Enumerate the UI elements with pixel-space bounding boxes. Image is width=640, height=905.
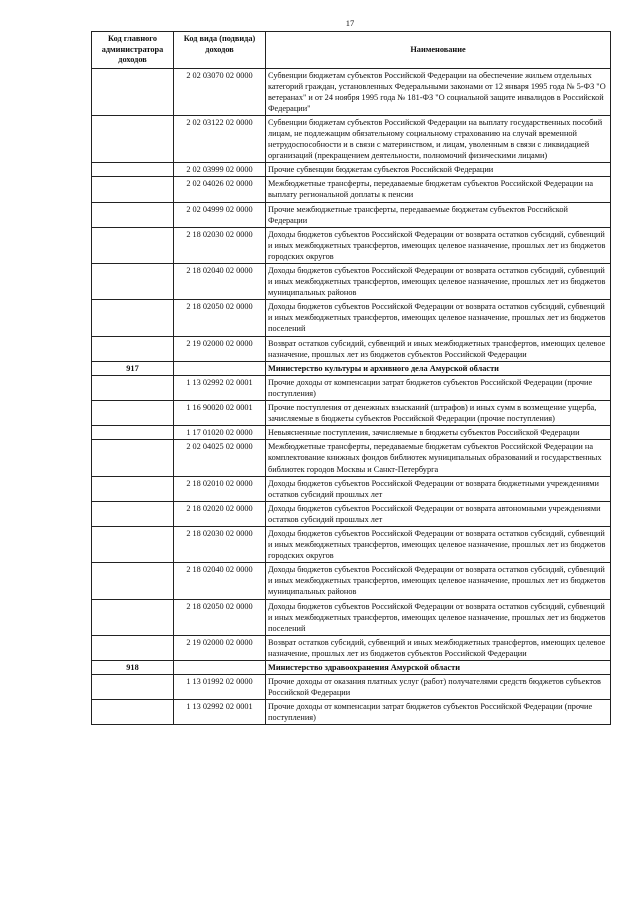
admin-code-cell: 918 <box>92 661 174 675</box>
table-row <box>92 177 611 202</box>
revenue-name-cell: Доходы бюджетов субъектов Российской Федерации от возврата остатков субсидий, субвенций и иных межбюджетных трансфертов, имеющих целевое назначение, прошлых лет из бюджетов поселений <box>266 599 611 635</box>
table-row <box>92 563 611 599</box>
empty-cell <box>92 375 174 400</box>
revenue-name-cell: Субвенции бюджетам субъектов Российской Федерации на обеспечение жильем отдельных категорий граждан, установленных Федеральными законами от 12 января 1995 года № 5-ФЗ "О ветеранах" и от 24 ноября 1995 года № 181-ФЗ "О социальной защите инвалидов в Российской Федерации" <box>266 68 611 115</box>
empty-cell <box>92 227 174 263</box>
empty-cell <box>92 440 174 476</box>
revenue-code-cell: 2 02 03122 02 0000 <box>174 115 266 162</box>
table-row <box>92 700 611 725</box>
revenue-code-cell: 2 19 02000 02 0000 <box>174 635 266 660</box>
empty-cell <box>92 115 174 162</box>
empty-cell <box>92 426 174 440</box>
empty-cell <box>92 563 174 599</box>
table-body <box>92 68 611 725</box>
empty-cell <box>92 163 174 177</box>
table-row <box>92 440 611 476</box>
revenue-name-cell: Доходы бюджетов субъектов Российской Федерации от возврата бюджетными учреждениями остатков субсидий прошлых лет <box>266 476 611 501</box>
revenue-code-cell: 2 19 02000 02 0000 <box>174 336 266 361</box>
revenue-code-cell: 2 02 04026 02 0000 <box>174 177 266 202</box>
table-row <box>92 336 611 361</box>
empty-cell <box>92 476 174 501</box>
table-row <box>92 526 611 562</box>
revenue-code-cell: 2 18 02050 02 0000 <box>174 300 266 336</box>
table-row <box>92 599 611 635</box>
page-number: 17 <box>345 18 355 28</box>
empty-cell <box>92 401 174 426</box>
revenue-code-cell: 2 02 04999 02 0000 <box>174 202 266 227</box>
revenue-name-cell: Возврат остатков субсидий, субвенций и иных межбюджетных трансфертов, имеющих целевое назначение, прошлых лет из бюджетов субъектов Российской Федерации <box>266 635 611 660</box>
revenue-code-cell: 2 02 04025 02 0000 <box>174 440 266 476</box>
empty-cell <box>92 526 174 562</box>
empty-cell <box>92 700 174 725</box>
revenue-code-cell: 1 13 02992 02 0001 <box>174 700 266 725</box>
revenue-code-cell: 1 16 90020 02 0001 <box>174 401 266 426</box>
table-row <box>92 227 611 263</box>
header-revenue-code: Код вида (подвида) доходов <box>174 32 266 69</box>
revenue-name-cell: Субвенции бюджетам субъектов Российской Федерации на выплату государственных пособий лицам, не подлежащим обязательному социальному страхованию на случай временной нетрудоспособности и в связи с материнством, и лицам, уволенным в связи с ликвидацией организаций (прекращением деятельности, полномочий физическими лицами) <box>266 115 611 162</box>
revenue-name-cell: Возврат остатков субсидий, субвенций и иных межбюджетных трансфертов, имеющих целевое назначение, прошлых лет из бюджетов субъектов Российской Федерации <box>266 336 611 361</box>
empty-cell <box>174 361 266 375</box>
revenue-name-cell: Прочие доходы от компенсации затрат бюджетов субъектов Российской Федерации (прочие поступления) <box>266 700 611 725</box>
revenue-name-cell: Прочие субвенции бюджетам субъектов Российской Федерации <box>266 163 611 177</box>
revenue-name-cell: Прочие поступления от денежных взысканий (штрафов) и иных сумм в возмещение ущерба, зачисляемые в бюджеты субъектов Российской Федерации (прочие поступления) <box>266 401 611 426</box>
empty-cell <box>92 300 174 336</box>
table-row <box>92 300 611 336</box>
revenue-codes-table <box>91 31 611 725</box>
table-row <box>92 476 611 501</box>
revenue-name-cell: Прочие доходы от оказания платных услуг (работ) получателями средств бюджетов субъектов Российской Федерации <box>266 675 611 700</box>
empty-cell <box>92 68 174 115</box>
ministry-name-cell: Министерство культуры и архивного дела Амурской области <box>266 361 611 375</box>
revenue-code-cell: 1 13 02992 02 0001 <box>174 375 266 400</box>
table-header-row <box>92 32 611 69</box>
empty-cell <box>92 177 174 202</box>
revenue-code-cell: 1 13 01992 02 0000 <box>174 675 266 700</box>
revenue-code-cell: 1 17 01020 02 0000 <box>174 426 266 440</box>
revenue-name-cell: Доходы бюджетов субъектов Российской Федерации от возврата автономными учреждениями остатков субсидий прошлых лет <box>266 501 611 526</box>
revenue-name-cell: Доходы бюджетов субъектов Российской Федерации от возврата остатков субсидий, субвенций и иных межбюджетных трансфертов, имеющих целевое назначение, прошлых лет из бюджетов муниципальных районов <box>266 264 611 300</box>
revenue-code-cell: 2 02 03999 02 0000 <box>174 163 266 177</box>
header-admin-code: Код главного администратора доходов <box>92 32 174 69</box>
table-row <box>92 675 611 700</box>
revenue-code-cell: 2 18 02040 02 0000 <box>174 563 266 599</box>
empty-cell <box>174 661 266 675</box>
ministry-row <box>92 361 611 375</box>
ministry-name-cell: Министерство здравоохранения Амурской области <box>266 661 611 675</box>
table-row <box>92 68 611 115</box>
revenue-name-cell: Прочие доходы от компенсации затрат бюджетов субъектов Российской Федерации (прочие поступления) <box>266 375 611 400</box>
table-row <box>92 115 611 162</box>
revenue-name-cell: Прочие межбюджетные трансферты, передаваемые бюджетам субъектов Российской Федерации <box>266 202 611 227</box>
revenue-code-cell: 2 18 02030 02 0000 <box>174 526 266 562</box>
ministry-row <box>92 661 611 675</box>
empty-cell <box>92 635 174 660</box>
revenue-code-cell: 2 18 02030 02 0000 <box>174 227 266 263</box>
empty-cell <box>92 501 174 526</box>
revenue-code-cell: 2 18 02040 02 0000 <box>174 264 266 300</box>
revenue-name-cell: Межбюджетные трансферты, передаваемые бюджетам субъектов Российской Федерации на комплектование книжных фондов библиотек муниципальных образований и государственных библиотек городов Москвы и Санкт-Петербурга <box>266 440 611 476</box>
revenue-code-cell: 2 18 02050 02 0000 <box>174 599 266 635</box>
revenue-code-cell: 2 18 02010 02 0000 <box>174 476 266 501</box>
table-row <box>92 401 611 426</box>
empty-cell <box>92 202 174 227</box>
revenue-name-cell: Межбюджетные трансферты, передаваемые бюджетам субъектов Российской Федерации на выплату региональной доплаты к пенсии <box>266 177 611 202</box>
revenue-code-cell: 2 18 02020 02 0000 <box>174 501 266 526</box>
table-row <box>92 426 611 440</box>
header-name: Наименование <box>266 32 611 69</box>
revenue-name-cell: Доходы бюджетов субъектов Российской Федерации от возврата остатков субсидий, субвенций и иных межбюджетных трансфертов, имеющих целевое назначение, прошлых лет из бюджетов городских округов <box>266 526 611 562</box>
table-row <box>92 635 611 660</box>
table-row <box>92 163 611 177</box>
empty-cell <box>92 599 174 635</box>
table-row <box>92 375 611 400</box>
revenue-code-cell: 2 02 03070 02 0000 <box>174 68 266 115</box>
admin-code-cell: 917 <box>92 361 174 375</box>
revenue-name-cell: Доходы бюджетов субъектов Российской Федерации от возврата остатков субсидий, субвенций и иных межбюджетных трансфертов, имеющих целевое назначение, прошлых лет из бюджетов муниципальных районов <box>266 563 611 599</box>
revenue-name-cell: Невыясненные поступления, зачисляемые в бюджеты субъектов Российской Федерации <box>266 426 611 440</box>
table-row <box>92 202 611 227</box>
table-row <box>92 264 611 300</box>
empty-cell <box>92 336 174 361</box>
revenue-name-cell: Доходы бюджетов субъектов Российской Федерации от возврата остатков субсидий, субвенций и иных межбюджетных трансфертов, имеющих целевое назначение, прошлых лет из бюджетов поселений <box>266 300 611 336</box>
table-row <box>92 501 611 526</box>
revenue-name-cell: Доходы бюджетов субъектов Российской Федерации от возврата остатков субсидий, субвенций и иных межбюджетных трансфертов, имеющих целевое назначение, прошлых лет из бюджетов городских округов <box>266 227 611 263</box>
empty-cell <box>92 264 174 300</box>
empty-cell <box>92 675 174 700</box>
